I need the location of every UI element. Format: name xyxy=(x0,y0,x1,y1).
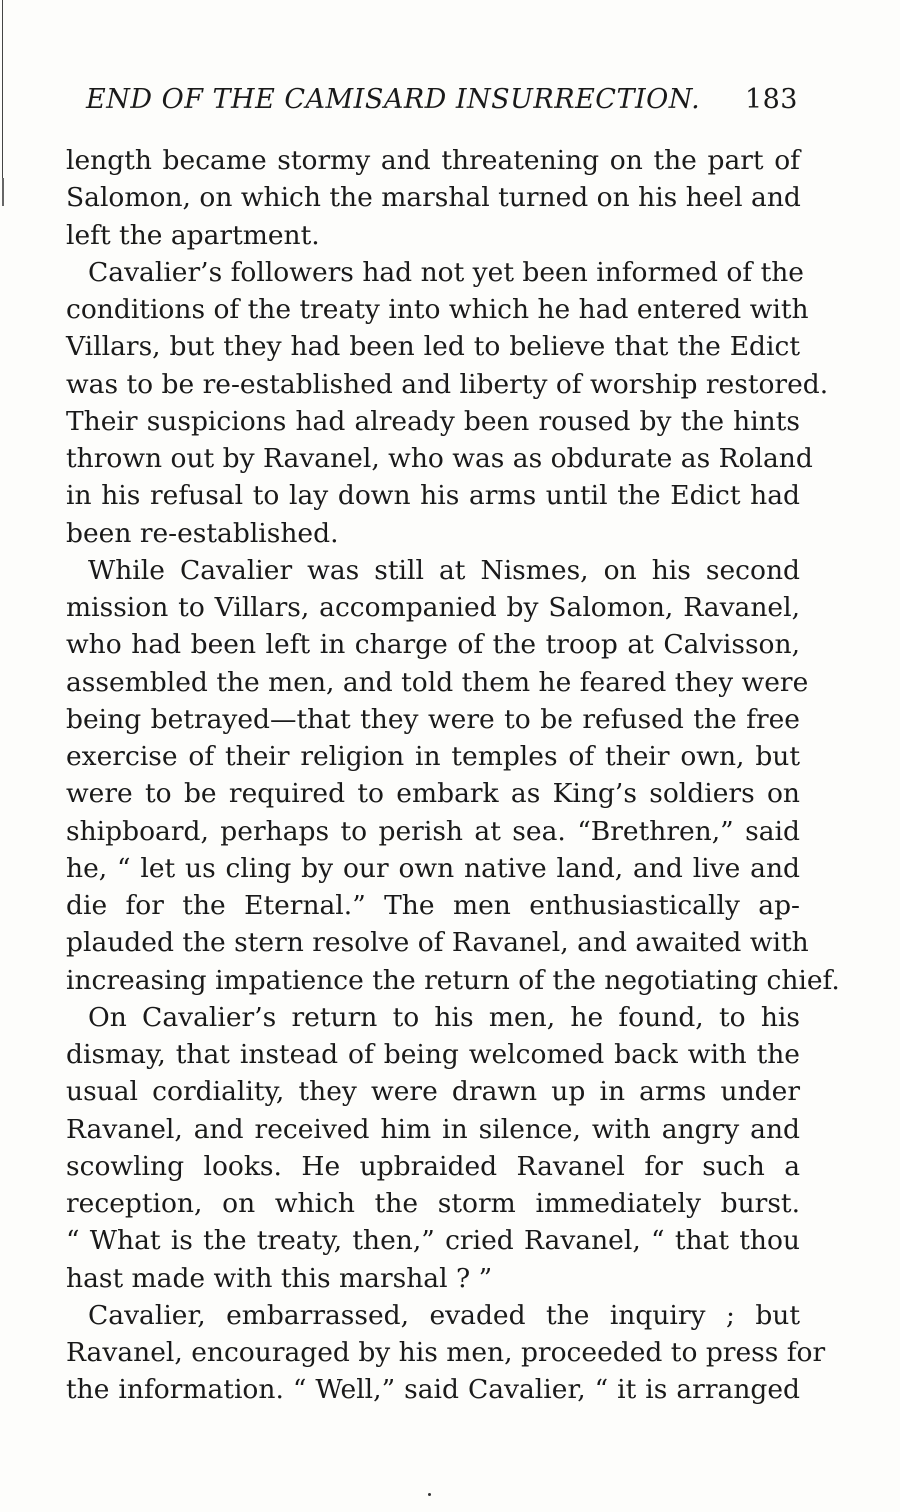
text-line: usual cordiality, they were drawn up in arms under xyxy=(66,1076,800,1108)
page-binding-edge xyxy=(2,0,3,205)
text-line: who had been left in charge of the troop at Calvisson, xyxy=(66,629,800,661)
text-line: length became stormy and threatening on the part of xyxy=(66,145,800,176)
chapter-running-title: END OF THE CAMISARD INSURRECTION. xyxy=(86,84,701,115)
text-line: exercise of their religion in temples of their own, but xyxy=(66,741,800,772)
body-text xyxy=(66,142,840,1409)
text-line: in his refusal to lay down his arms until the Edict had xyxy=(66,480,800,512)
text-line: Villars, but they had been led to believe that the Edict xyxy=(66,331,800,363)
text-line: conditions of the treaty into which he had entered with xyxy=(66,294,809,325)
text-line: Ravanel, and received him in silence, with angry and xyxy=(66,1113,800,1145)
text-line: been re-established. xyxy=(66,517,339,549)
text-line: hast made with this marshal ? ” xyxy=(66,1262,493,1294)
text-line: the information. “ Well,” said Cavalier, “ it is arranged xyxy=(66,1374,800,1406)
text-line: Salomon, on which the marshal turned on his heel and xyxy=(66,182,801,214)
text-line: “ What is the treaty, then,” cried Ravanel, “ that thou xyxy=(66,1225,800,1257)
text-line: dismay, that instead of being welcomed back with the xyxy=(66,1039,800,1070)
text-line: die for the Eternal.” The men enthusiastically ap- xyxy=(66,890,800,921)
text-line: was to be re-established and liberty of worship restored. xyxy=(66,368,829,400)
text-line: mission to Villars, accompanied by Salomon, Ravanel, xyxy=(66,592,800,623)
text-line: reception, on which the storm immediately burst. xyxy=(66,1188,800,1219)
text-line: being betrayed—that they were to be refused the free xyxy=(66,703,800,735)
text-line: left the apartment. xyxy=(66,219,320,251)
text-line: plauded the stern resolve of Ravanel, and awaited with xyxy=(66,927,809,959)
text-line: he, “ let us cling by our own native land, and live and xyxy=(66,852,800,884)
text-line: thrown out by Ravanel, who was as obdurate as Roland xyxy=(66,443,813,474)
text-line: Cavalier’s followers had not yet been informed of the xyxy=(88,256,804,288)
text-line: shipboard, perhaps to perish at sea. “Brethren,” said xyxy=(66,815,800,847)
text-line: were to be required to embark as King’s soldiers on xyxy=(66,778,800,810)
printer-mark-dot xyxy=(428,1493,431,1496)
text-line: Their suspicions had already been roused by the hints xyxy=(66,405,800,437)
text-line: Cavalier, embarrassed, evaded the inquiry ; but xyxy=(88,1299,800,1331)
running-head xyxy=(86,80,800,120)
text-line: On Cavalier’s return to his men, he found, to his xyxy=(88,1001,800,1033)
text-line: assembled the men, and told them he feared they were xyxy=(66,666,809,698)
page-number: 183 xyxy=(744,84,798,115)
text-line: Ravanel, encouraged by his men, proceeded to press for xyxy=(66,1337,826,1368)
text-line: increasing impatience the return of the negotiating chief. xyxy=(66,964,840,996)
text-line: While Cavalier was still at Nismes, on his second xyxy=(88,554,800,586)
page-binding-mark xyxy=(2,178,4,206)
text-line: scowling looks. He upbraided Ravanel for such a xyxy=(66,1150,800,1182)
